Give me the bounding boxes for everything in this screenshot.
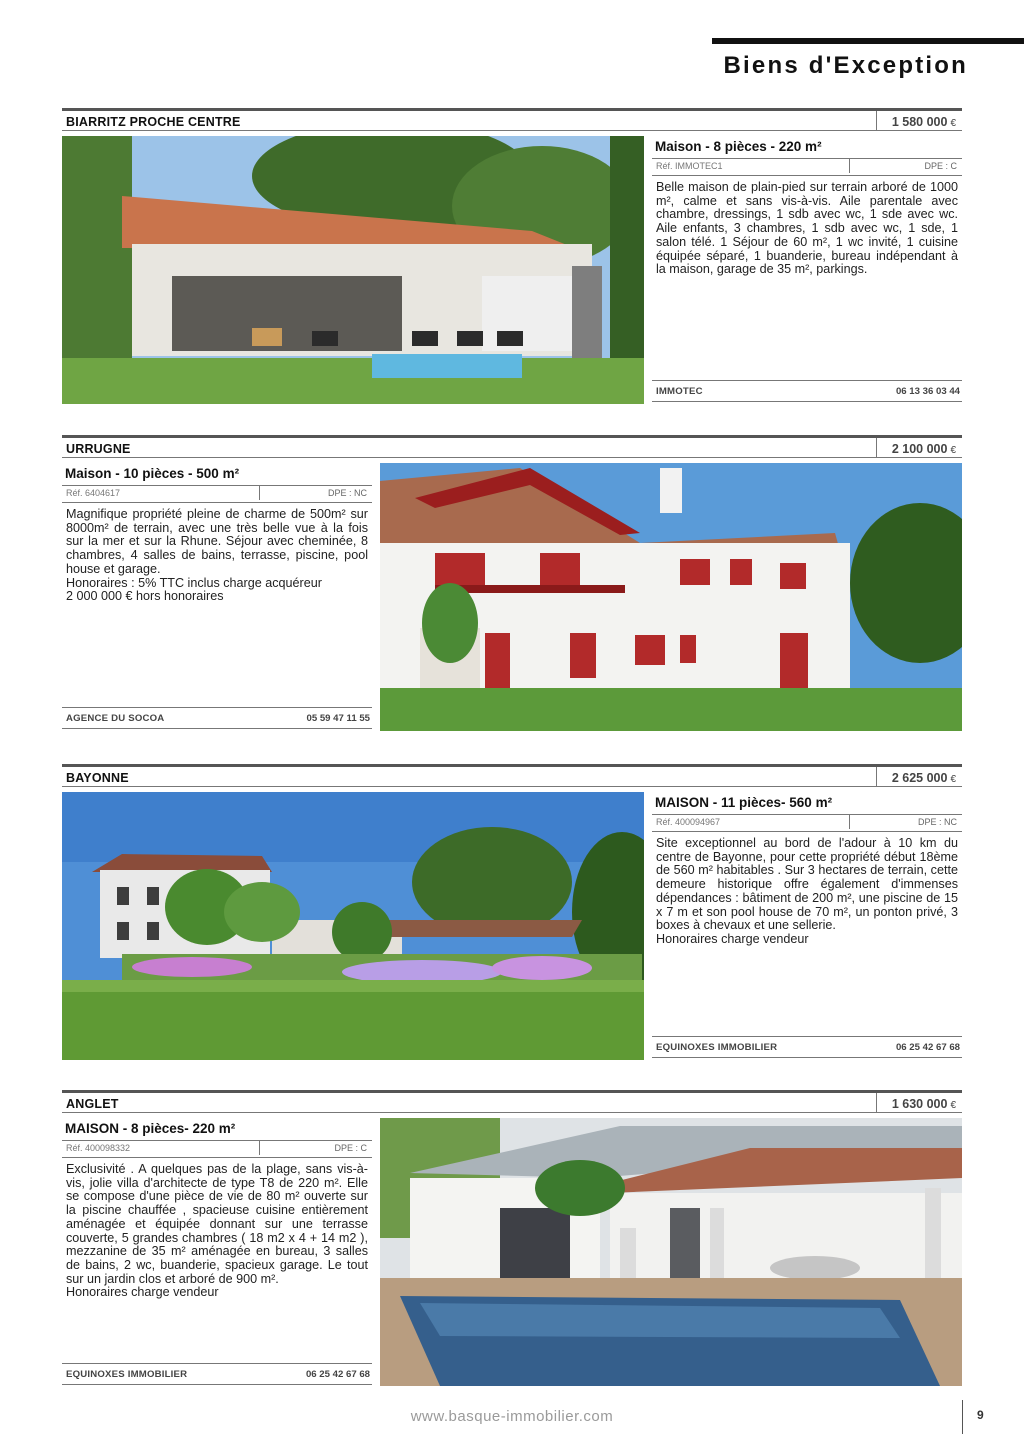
listing-bayonne (62, 764, 962, 1064)
listing-description: Magnifique propriété pleine de charme de 500m² sur 8000m² de terrain, avec une très belle vue à la fois sur la mer et sur la Rhune. Séjour avec cheminée, 8 chambres, 4 salles de bains, terrasse, piscine, pool house et garage. Honoraires : 5% TTC inclus charge acquéreur 2 000 000 € hors honoraires (66, 507, 368, 604)
dpe-cell (849, 159, 962, 173)
dpe-rating: DPE : C (924, 161, 957, 171)
listing-info (62, 463, 372, 604)
dpe-rating: DPE : C (334, 1143, 367, 1153)
listing-subheader-rule (62, 130, 962, 131)
listing-header-rule (62, 108, 962, 111)
listing-info (652, 136, 962, 277)
listing-description: Site exceptionnel au bord de l'adour à 10 km du centre de Bayonne, pour cette propriété début 18ème de 560 m² habitables . Sur 3 hectares de terrain, cette demeure historique offre également d'immenses dépendances : bâtiment de 200 m², une piscine de 15 x 7 m et son pool house de 70 m², un ponton privé, 3 boxes à chevaux et une sellerie. Honoraires charge vendeur (656, 836, 958, 946)
listing-photo[interactable] (62, 136, 644, 404)
dpe-cell (849, 815, 962, 829)
reference-row (652, 158, 962, 176)
listing-price: 2 625 000 € (876, 767, 962, 787)
listing-photo[interactable] (380, 1118, 962, 1386)
listing-urrugne (62, 435, 962, 735)
header-accent-bar (712, 38, 1024, 44)
listing-description: Belle maison de plain-pied sur terrain arboré de 1000 m², calme et sans vis-à-vis. Aile parentale avec chambre, dressings, 1 sdb avec wc, 1 sde avec wc. Aile enfants, 3 chambres, 1 sdb avec wc, 1 sde, 1 salon télé. 1 Séjour de 60 m², 1 wc invité, 1 cuisine équipée séparé, 1 buanderie, bureau indépendant à la maison, garage de 35 m², parkings. (656, 180, 958, 277)
page-title: Biens d'Exception (723, 52, 968, 79)
reference: Réf. 400098332 (66, 1143, 131, 1153)
agency-phone[interactable]: 05 59 47 11 55 (306, 713, 370, 724)
house-photo-urrugne (380, 463, 962, 731)
dpe-cell (259, 486, 372, 500)
listing-photo[interactable] (380, 463, 962, 731)
listing-location: BAYONNE (66, 771, 129, 785)
reference-row (652, 814, 962, 832)
reference: Réf. 400094967 (656, 817, 721, 827)
listing-location: BIARRITZ PROCHE CENTRE (66, 115, 241, 129)
agency-name[interactable]: IMMOTEC (656, 386, 703, 397)
listing-info (62, 1118, 372, 1300)
footer-website[interactable]: www.basque-immobilier.com (410, 1408, 614, 1425)
listing-info (652, 792, 962, 947)
house-photo-anglet (380, 1118, 962, 1386)
reference: Réf. IMMOTEC1 (656, 161, 723, 171)
listing-location: ANGLET (66, 1097, 119, 1111)
listing-subheader-rule (62, 786, 962, 787)
page-number: 9 (977, 1408, 984, 1422)
listing-biarritz (62, 108, 962, 408)
house-photo-bayonne (62, 792, 644, 1060)
listing-price: 2 100 000 € (876, 438, 962, 458)
agency-name[interactable]: AGENCE DU SOCOA (66, 713, 165, 724)
dpe-rating: DPE : NC (327, 488, 367, 498)
listing-title: Maison - 10 pièces - 500 m² (65, 466, 240, 481)
listing-header-rule (62, 1090, 962, 1093)
reference: Réf. 6404617 (66, 488, 121, 498)
dpe-rating: DPE : NC (917, 817, 957, 827)
listing-description: Exclusivité . A quelques pas de la plage, sans vis-à-vis, jolie villa d'architecte de type T8 de 220 m². Elle se compose d'une pièce de vie de 80 m² ouverte sur la piscine chauffée , spacieuse cuisine entièrement aménagée et équipée donnant sur une terrasse couverte, 5 grandes chambres ( 18 m2 x 4 + 14 m2 ), mezzanine de 35 m² aménagée en bureau, 3 salles de bains, 2 wc, buanderie, spacieux garage. Le tout sur un jardin clos et arboré de 900 m². Honoraires charge vendeur (66, 1162, 368, 1300)
listing-subheader-rule (62, 1112, 962, 1113)
reference-row (62, 485, 372, 503)
dpe-cell (259, 1141, 372, 1155)
agency-row (652, 380, 962, 402)
agency-name[interactable]: EQUINOXES IMMOBILIER (66, 1369, 188, 1380)
listing-title: Maison - 8 pièces - 220 m² (655, 139, 822, 154)
listing-price: 1 630 000 € (876, 1093, 962, 1113)
listing-subheader-rule (62, 457, 962, 458)
listing-price: 1 580 000 € (876, 111, 962, 131)
listing-title: MAISON - 11 pièces- 560 m² (655, 795, 833, 810)
listing-title: MAISON - 8 pièces- 220 m² (65, 1121, 236, 1136)
agency-name[interactable]: EQUINOXES IMMOBILIER (656, 1042, 778, 1053)
listing-location: URRUGNE (66, 442, 131, 456)
reference-row (62, 1140, 372, 1158)
agency-row (652, 1036, 962, 1058)
agency-phone[interactable]: 06 25 42 67 68 (305, 1369, 370, 1380)
agency-row (62, 707, 372, 729)
listing-header-rule (62, 764, 962, 767)
listing-header-rule (62, 435, 962, 438)
agency-phone[interactable]: 06 13 36 03 44 (895, 386, 960, 397)
agency-row (62, 1363, 372, 1385)
house-photo-biarritz (62, 136, 644, 404)
page-number-box (962, 1400, 999, 1434)
listing-photo[interactable] (62, 792, 644, 1060)
listing-anglet (62, 1090, 962, 1390)
agency-phone[interactable]: 06 25 42 67 68 (895, 1042, 960, 1053)
